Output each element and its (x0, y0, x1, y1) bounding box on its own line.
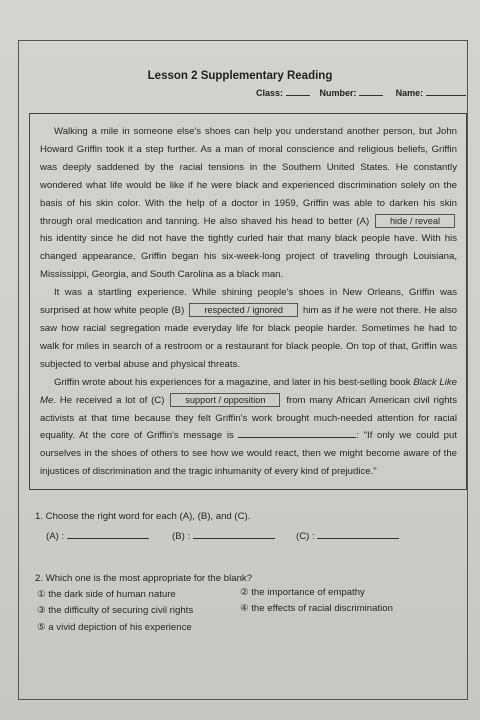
paragraph-2 (40, 284, 457, 374)
p3-text-d: : "If only we could put ourselves in the shoes of others to see how we would react, then we might become aware of the injustices of discrimination and the tragic inhumanity of every kind of prejudice." (40, 430, 457, 478)
p1-text-b: his identity since he did not have the tightly curled hair that many black people have. With his changed appearance, Griffin began his six-week-long project of traveling through Louisiana, Mississippi, Georgia, and South Carolina as a black man. (40, 233, 457, 281)
option-4[interactable]: ④ the effects of racial discrimination (240, 603, 393, 614)
answer-a-blank[interactable] (67, 530, 149, 539)
name-blank[interactable] (426, 87, 466, 96)
answer-blank-line (238, 427, 356, 438)
answer-b-blank[interactable] (193, 530, 275, 539)
answer-b-label: (B) : (172, 531, 191, 542)
p2-text-b: him as if he were not there. He also saw how racial segregation made everyday life for black people harder. Sometimes he had to walk for miles in search of a restroom or a restaurant for black people. On top of that, Griffin was subjected to verbal abuse and physical threats. (40, 305, 457, 370)
choice-box-a: hide / reveal (375, 214, 455, 228)
paragraph-1 (40, 123, 457, 284)
lesson-title: Lesson 2 Supplementary Reading (147, 70, 333, 82)
choice-box-b: respected / ignored (189, 303, 298, 317)
number-label: Number: (319, 88, 357, 98)
answer-b-row (172, 530, 275, 542)
option-3[interactable]: ③ the difficulty of securing civil rights (37, 605, 194, 616)
choice-box-c: support / opposition (170, 393, 280, 407)
reading-passage (29, 113, 467, 490)
p3-text-c: from many African American civil rights activists at that time because they felt Griffin's work brought much-needed attention for racial equality. At the core of Griffin's message is (40, 394, 457, 442)
answer-c-label: (C) : (296, 531, 315, 542)
option-2[interactable]: ② the importance of empathy (240, 587, 365, 598)
book-title: Black Like Me (40, 376, 457, 406)
name-label: Name: (395, 88, 424, 98)
option-5[interactable]: ⑤ a vivid depiction of his experience (37, 622, 192, 633)
answer-a-label: (A) : (46, 531, 65, 542)
number-blank[interactable] (359, 87, 383, 96)
student-info-line (256, 87, 466, 98)
p1-text-a: Walking a mile in someone else's shoes can help you understand another person, but John Howard Griffin took it a step further. As a man of moral conscience and religious beliefs, Griffin was deeply saddened by the racial tensions in the Southern United States. He constantly wondered what life would be like if he were black and experienced discrimination solely on the basis of his skin color. With the help of a doctor in 1959, Griffin was able to darken his skin through oral medication and tanning. He also shaved his head to better (A) (40, 126, 457, 227)
answer-c-blank[interactable] (317, 530, 399, 539)
p2-text-a: It was a startling experience. While shining people's shoes in New Orleans, Griffin was surprised at how white people (B) (40, 287, 457, 317)
class-label: Class: (256, 88, 284, 98)
p3-text-b: . He received a lot of (C) (53, 394, 165, 406)
class-blank[interactable] (286, 87, 310, 96)
option-1[interactable]: ① the dark side of human nature (37, 589, 176, 600)
p3-text-a: Griffin wrote about his experiences for a magazine, and later in his best-selling book (54, 376, 411, 388)
paragraph-3 (40, 374, 457, 481)
answer-a-row (46, 530, 149, 542)
question-2: 2. Which one is the most appropriate for the blank? (35, 573, 253, 584)
answer-c-row (296, 530, 399, 542)
question-1: 1. Choose the right word for each (A), (B), and (C). (35, 511, 251, 522)
